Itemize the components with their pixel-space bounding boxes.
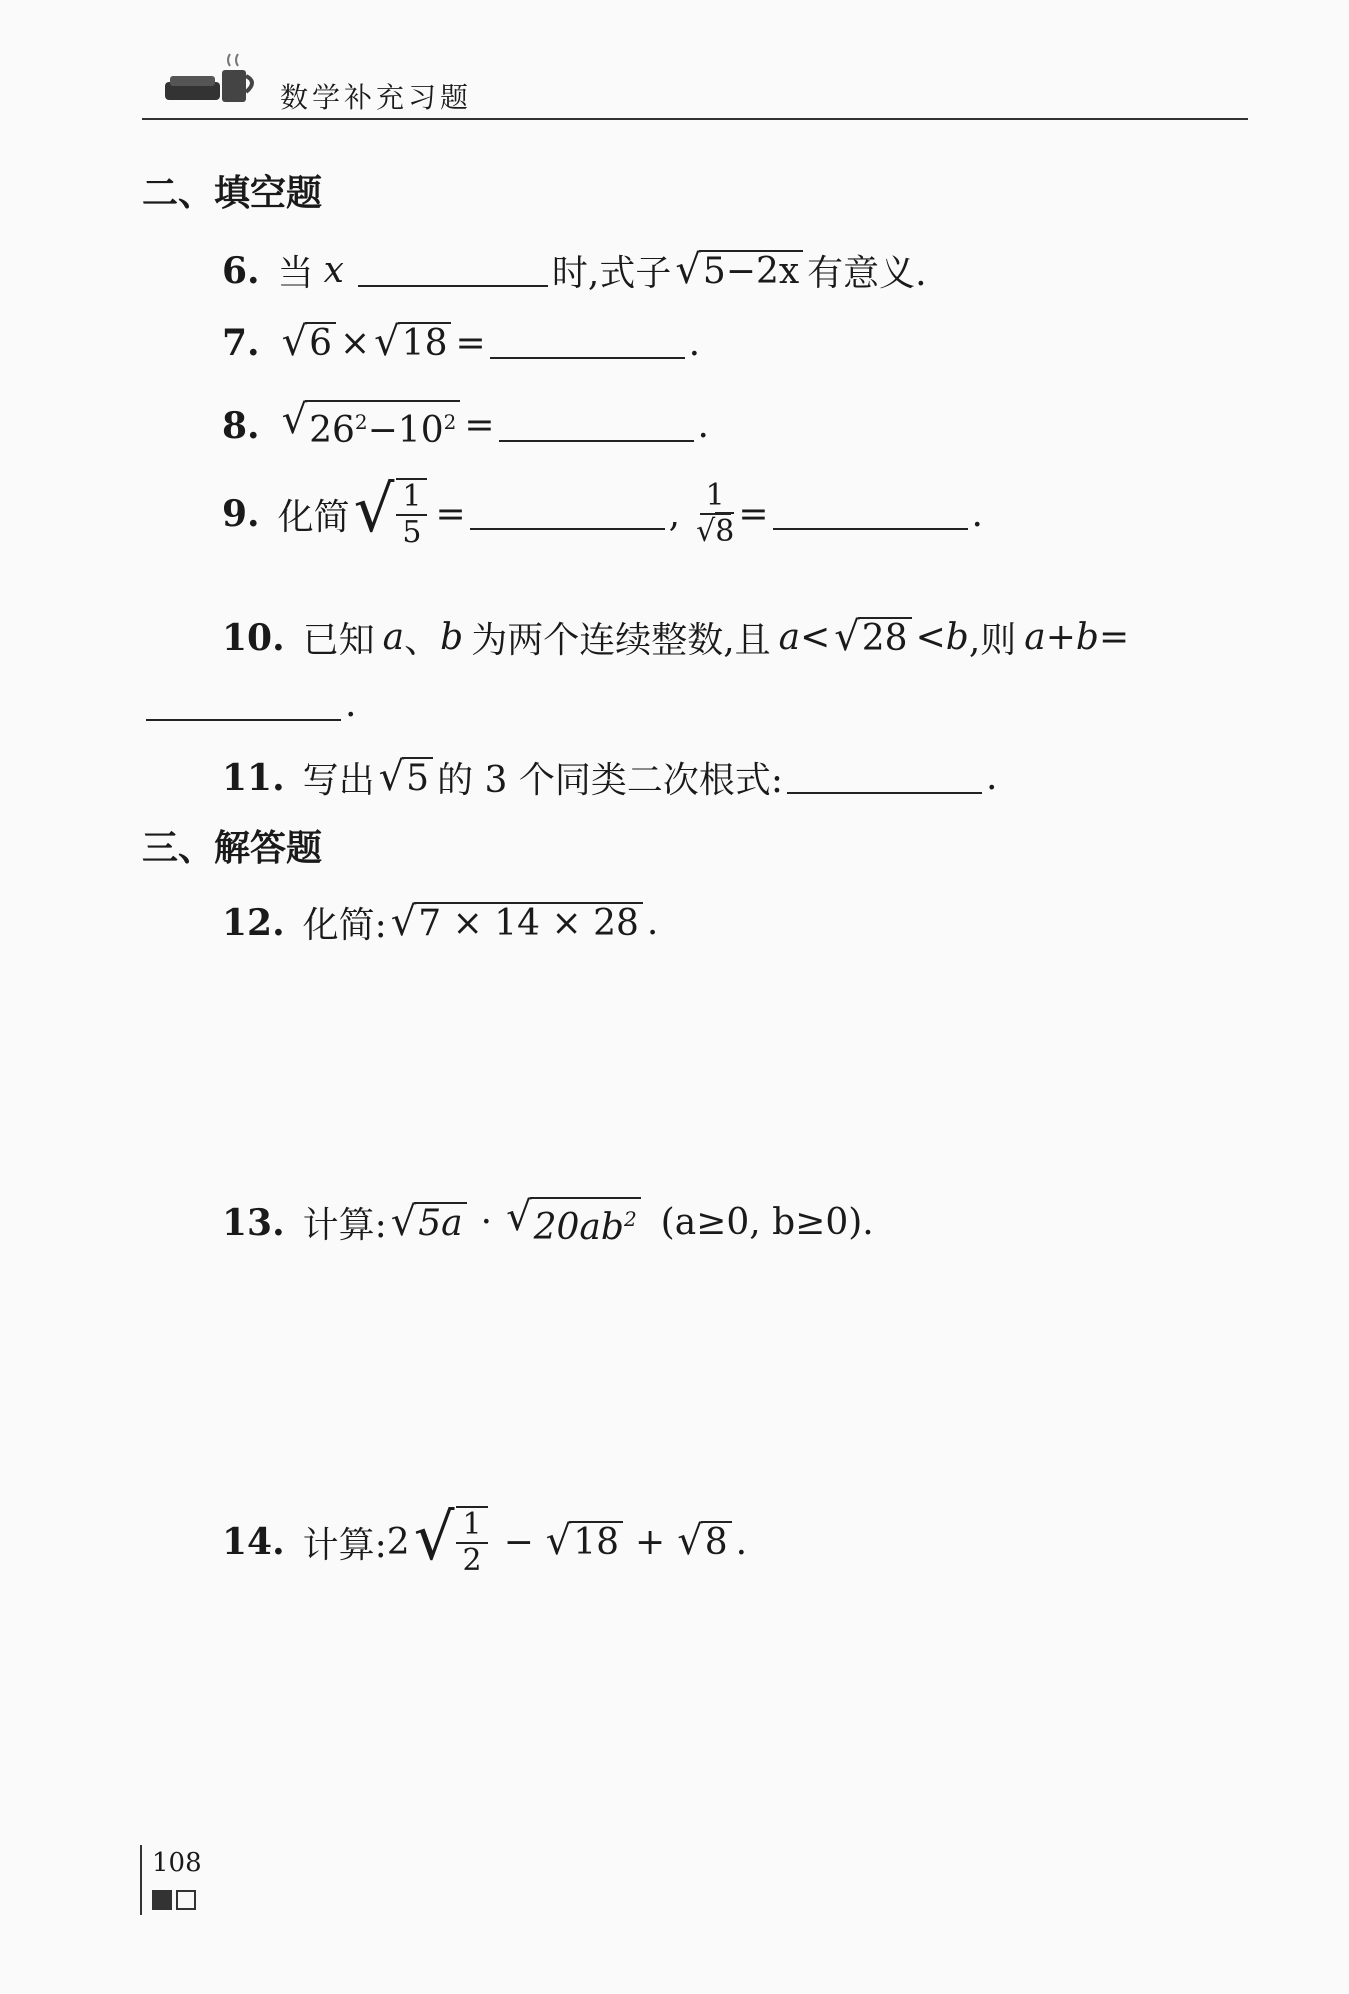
q13-radical-1: √ 5a xyxy=(391,1202,467,1244)
q10-blank[interactable] xyxy=(146,689,341,721)
q10-var-b2: b xyxy=(945,617,969,658)
q11-blank[interactable] xyxy=(787,762,982,794)
q11-radical: √ 5 xyxy=(379,757,433,799)
q13-label: 计算: xyxy=(302,1205,387,1246)
question-14 xyxy=(222,1501,748,1578)
header-title: 数学补充习题 xyxy=(280,81,473,114)
question-6 xyxy=(222,245,927,296)
q14-radical-2: √ 18 xyxy=(546,1521,623,1563)
q10-end: . xyxy=(345,684,357,725)
q14-plus: + xyxy=(635,1521,666,1563)
q12-radical: √ 7 × 14 × 28 xyxy=(391,902,643,944)
q10-lt-2: < xyxy=(915,617,946,658)
question-7 xyxy=(222,319,701,365)
q7-times: × xyxy=(340,322,371,364)
q12-label: 化简: xyxy=(302,905,387,946)
q10-var-b: b xyxy=(440,617,464,658)
filled-square-marker xyxy=(152,1890,172,1910)
q13-dot: · xyxy=(480,1202,493,1243)
q8-equals: = xyxy=(464,405,495,446)
q14-label: 计算: xyxy=(302,1524,387,1566)
q11-text-2: 的 3 个同类二次根式: xyxy=(437,760,783,801)
q7-blank[interactable] xyxy=(490,327,685,359)
q9-blank-1[interactable] xyxy=(470,498,665,530)
question-9 xyxy=(222,473,983,550)
q8-end: . xyxy=(697,405,709,446)
q9-equals-2: = xyxy=(738,493,769,535)
question-10-line-2 xyxy=(142,684,356,725)
page-number: 108 xyxy=(152,1848,202,1878)
section-solve-heading: 三、解答题 xyxy=(142,828,323,869)
q10-sep: 、 xyxy=(404,620,441,661)
q10-var-a2: a xyxy=(778,617,801,658)
q6-number: 6. xyxy=(222,249,260,292)
page-number-bar xyxy=(140,1845,142,1915)
q11-number: 11. xyxy=(222,756,285,799)
q9-comma: , xyxy=(668,493,681,535)
q13-radical-2: √ $20ab^2$ xyxy=(506,1197,641,1248)
q9-fraction: $\frac{1}{√8}$ xyxy=(696,478,735,549)
header-divider xyxy=(142,118,1248,120)
q6-radical: √ 5−2x xyxy=(675,250,803,292)
q9-radical: √ $\frac{1}{5}$ xyxy=(354,478,432,550)
q6-var: x xyxy=(323,250,344,291)
q9-equals-1: = xyxy=(435,493,466,535)
q11-end: . xyxy=(985,757,998,798)
empty-square-marker xyxy=(176,1890,196,1910)
q10-sum: a+b= xyxy=(1024,617,1130,658)
q14-end: . xyxy=(735,1521,748,1563)
q14-radical-3: √ 8 xyxy=(677,1521,731,1563)
q10-radical: √ 28 xyxy=(834,617,911,659)
q7-number: 7. xyxy=(222,322,260,364)
q8-blank[interactable] xyxy=(499,410,694,442)
q9-end: . xyxy=(971,493,983,535)
q9-number: 9. xyxy=(222,493,260,535)
question-10 xyxy=(222,612,1129,663)
q13-condition: (a≥0, b≥0). xyxy=(660,1202,874,1243)
q10-text: 已知 xyxy=(302,620,375,661)
q10-number: 10. xyxy=(222,616,285,659)
q7-radical-1: √ 6 xyxy=(282,322,336,364)
q8-number: 8. xyxy=(222,404,260,447)
q6-text-b: 时,式子 xyxy=(551,253,672,294)
q10-text-3: ,则 xyxy=(968,620,1017,661)
q12-number: 12. xyxy=(222,901,285,944)
q14-coef: 2 xyxy=(386,1521,410,1563)
q6-text-a: 当 xyxy=(277,253,314,294)
q10-lt: < xyxy=(800,617,831,658)
q7-equals: = xyxy=(455,322,486,364)
q6-blank[interactable] xyxy=(358,255,548,287)
question-11 xyxy=(222,752,997,803)
question-12 xyxy=(222,897,658,948)
q9-label: 化简 xyxy=(277,496,350,538)
section-fill-heading: 二、填空题 xyxy=(142,173,323,214)
q7-end: . xyxy=(688,322,701,364)
q8-radical: √ $26^2-10^2$ xyxy=(282,400,461,451)
q6-text-c: 有意义. xyxy=(807,253,927,294)
q9-blank-2[interactable] xyxy=(773,498,968,530)
q7-radical-2: √ 18 xyxy=(374,322,451,364)
q14-number: 14. xyxy=(222,1521,285,1563)
q11-text: 写出 xyxy=(302,760,375,801)
book-cup-logo xyxy=(160,52,260,112)
q13-number: 13. xyxy=(222,1201,285,1244)
question-8 xyxy=(222,397,709,451)
q12-end: . xyxy=(646,902,659,943)
q10-var-a: a xyxy=(382,617,405,658)
q10-text-2: 为两个连续整数,且 xyxy=(471,620,771,661)
q14-minus: − xyxy=(503,1521,534,1563)
question-13 xyxy=(222,1194,874,1248)
q14-radical-1: √ $\frac{1}{2}$ xyxy=(414,1506,492,1578)
